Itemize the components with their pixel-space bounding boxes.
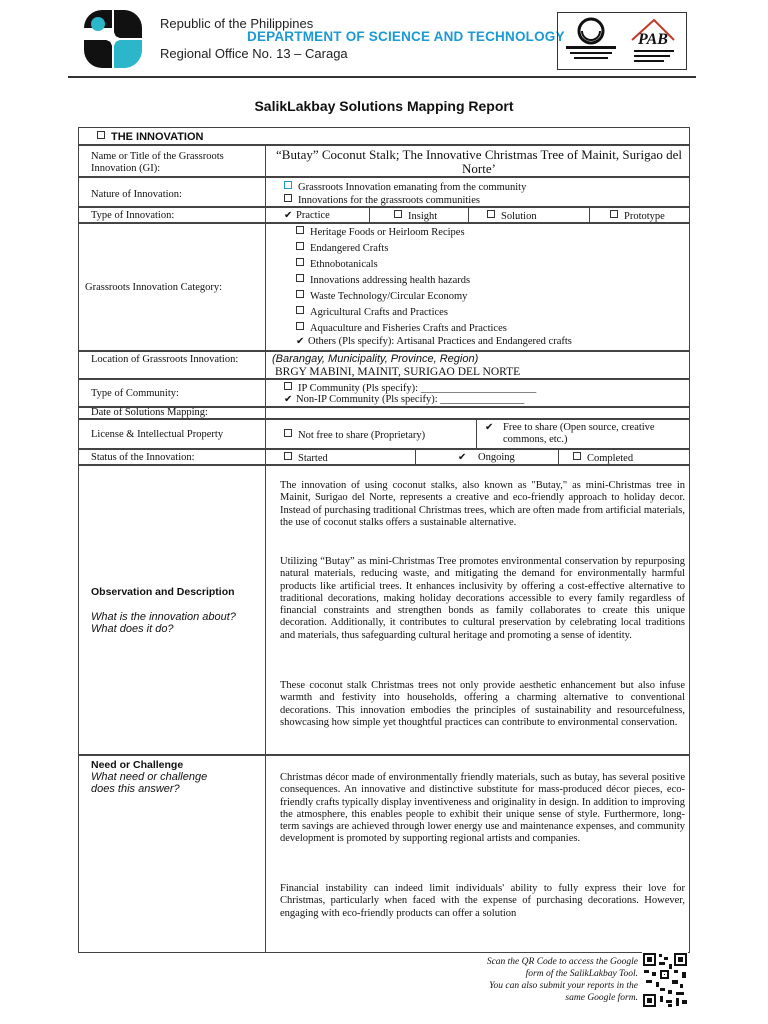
status-label: Status of the Innovation: — [91, 452, 195, 463]
location-label: Location of Grassroots Innovation: — [91, 354, 239, 365]
type-option-label: Insight — [408, 211, 438, 222]
category-option[interactable] — [296, 274, 470, 287]
checkbox-icon — [610, 210, 618, 218]
checkbox-icon — [394, 210, 402, 218]
category-option-label: Innovations addressing health hazards — [310, 275, 471, 286]
community-label: Type of Community: — [91, 388, 179, 399]
need-question: What need or challenge does this answer? — [91, 771, 208, 795]
checkbox-icon — [284, 429, 292, 437]
nature-option-label: Innovations for the grassroots communities — [298, 195, 480, 206]
category-label: Grassroots Innovation Category: — [85, 282, 223, 293]
checkbox-icon — [284, 382, 292, 390]
type-label-cell — [78, 207, 266, 223]
innovation-title: “Butay” Coconut Stalk; The Innovative Christmas Tree of Mainit, Surigao del Norte’ — [276, 147, 682, 176]
report-title: SalikLakbay Solutions Mapping Report — [254, 98, 514, 114]
checkbox-icon — [296, 290, 304, 298]
status-started[interactable] — [265, 449, 416, 465]
status-ongoing[interactable] — [415, 449, 559, 465]
nature-option-grassroots[interactable] — [284, 181, 526, 194]
section-header — [78, 127, 690, 145]
nature-option-label: Grassroots Innovation emanating from the community — [298, 182, 527, 193]
footer-line: Scan the QR Code to access the Google — [486, 957, 638, 967]
name-label: Name or Title of the Grassroots Innovation (GI): — [91, 151, 224, 174]
innovation-form — [78, 127, 690, 953]
observation-label-cell — [78, 465, 266, 755]
location-value: BRGY MABINI, MAINIT, SURIGAO DEL NORTE — [275, 366, 521, 378]
category-option[interactable] — [296, 322, 507, 335]
observation-text-cell[interactable] — [265, 465, 690, 755]
checkmark-icon: ✔ — [284, 210, 293, 221]
checkbox-icon — [284, 452, 292, 460]
svg-text:PAB: PAB — [638, 31, 668, 48]
section-label: THE INNOVATION — [111, 131, 204, 143]
qr-footer-note — [438, 956, 638, 1004]
observation-paragraph: These coconut stalk Christmas trees not only provide aesthetic enhancement but also infuse warmth and festivity into households, offering a charming alternative to conventional decorations. This innovation embodies the principles of sustainability and resourcefulness, showcasing how simple yet thoughtful practices can contribute to environmental conservation. — [280, 680, 685, 728]
checkbox-icon — [97, 131, 105, 139]
footer-line: form of the SalikLakbay Tool. — [525, 969, 638, 979]
type-solution[interactable] — [468, 207, 590, 223]
location-hint: (Barangay, Municipality, Province, Region) — [272, 353, 479, 365]
license-option-label: Free to share (Open source, creative commons, etc.) — [503, 422, 655, 445]
category-option-label: Others (Pls specify): Artisanal Practices and Endangered crafts — [308, 336, 572, 347]
checkbox-icon — [487, 210, 495, 218]
category-option-others[interactable] — [296, 336, 572, 348]
checkbox-icon — [296, 322, 304, 330]
checkbox-icon — [573, 452, 581, 460]
category-option-label: Ethnobotanicals — [310, 259, 378, 270]
community-option-non-ip[interactable] — [284, 394, 524, 406]
observation-question: What is the innovation about? What does it do? — [91, 611, 236, 635]
pab-accreditation-icon — [624, 16, 682, 64]
license-label: License & Intellectual Property — [91, 429, 224, 440]
nature-label: Nature of Innovation: — [91, 189, 182, 200]
status-completed[interactable] — [558, 449, 690, 465]
need-paragraph: Christmas décor made of environmentally friendly materials, such as butay, has several positive consequences. An innovative and distinctive substitute for mass-produced décor pieces, eco-friendly crafts typically display inventiveness and originality in design. In addition to improving the atmosphere, this enables people to exhibit their unique sense of style. Furthermore, long-term savings are achieved through lower energy use and maintenance expenses, and community development is promoted by supporting regional artists and companies. — [280, 772, 685, 845]
type-insight[interactable] — [369, 207, 469, 223]
republic-text: Republic of the Philippines — [160, 16, 314, 31]
checkmark-icon: ✔ — [284, 394, 293, 405]
need-label-cell — [78, 755, 266, 953]
regional-office-text: Regional Office No. 13 – Caraga — [160, 46, 348, 61]
need-text-cell[interactable] — [265, 755, 690, 953]
checkbox-icon — [284, 194, 292, 202]
name-label-cell — [78, 145, 266, 177]
category-option[interactable] — [296, 290, 467, 303]
category-option[interactable] — [296, 242, 388, 255]
category-option-label: Aquaculture and Fisheries Crafts and Practices — [310, 323, 507, 334]
license-option-label: Not free to share (Proprietary) — [298, 430, 426, 441]
checkbox-icon — [284, 181, 292, 189]
checkbox-icon — [296, 226, 304, 234]
type-option-label: Prototype — [624, 211, 665, 222]
nature-option-for-communities[interactable] — [284, 194, 480, 207]
category-option[interactable] — [296, 226, 465, 239]
type-option-label: Solution — [501, 211, 537, 222]
observation-paragraph: The innovation of using coconut stalks, also known as "Butay," as mini-Christmas tree in Mainit, Surigao del Norte, represents a creative and eco-friendly approach to holiday decor. Instead of purchasing traditional Christmas trees, which are often made from artificial materials, the use of coconut stalks offers a sustainable alternative. — [280, 480, 685, 528]
checkmark-icon: ✔ — [485, 422, 494, 433]
checkmark-icon: ✔ — [458, 452, 467, 463]
checkbox-icon — [296, 242, 304, 250]
community-options-cell — [265, 379, 690, 407]
need-paragraph: Financial instability can indeed limit individuals' ability to fully express their love for Christmas, particularly when faced with the expense of purchasing decorations. However, engaging with eco-friendly products can offer a solution — [280, 883, 685, 919]
department-title: DEPARTMENT OF SCIENCE AND TECHNOLOGY — [247, 29, 565, 44]
type-practice[interactable] — [265, 207, 370, 223]
category-option-label: Heritage Foods or Heirloom Recipes — [310, 227, 465, 238]
category-option-label: Waste Technology/Circular Economy — [310, 291, 468, 302]
category-options-cell — [265, 223, 690, 351]
observation-paragraph: Utilizing “Butay” as mini-Christmas Tree promotes environmental conservation by repurposing natural materials, reducing waste, and mitigating the demand for environmentally harmful products like artificial trees. It enhances inclusivity by offering a cost-effective alternative to traditional decorations, making holiday decorations accessible to every family regardless of financial constraints and strengthen bonds as family collaborates to create this unique decoration. Additionally, it contributes to cultural preservation by celebrating local traditions and materials, thus safeguarding cultural heritage and promoting a sense of identity. — [280, 556, 685, 641]
type-prototype[interactable] — [589, 207, 690, 223]
page-header — [0, 0, 768, 80]
checkmark-icon: ✔ — [296, 336, 305, 347]
footer-line: same Google form. — [565, 993, 638, 1003]
category-option[interactable] — [296, 258, 378, 271]
community-label-cell — [78, 379, 266, 407]
status-option-label: Started — [298, 453, 328, 464]
status-option-label: Completed — [587, 453, 634, 464]
location-label-cell — [78, 351, 266, 379]
date-label-cell — [78, 407, 266, 419]
certification-badges — [557, 12, 687, 70]
location-value-cell[interactable] — [265, 351, 690, 379]
community-option-label: IP Community (Pls specify): ______________________ — [298, 383, 537, 394]
checkbox-icon — [296, 258, 304, 266]
license-not-free[interactable] — [265, 419, 477, 449]
header-divider — [68, 76, 696, 78]
license-label-cell — [78, 419, 266, 449]
footer-line: You can also submit your reports in the — [489, 981, 638, 991]
nature-options-cell — [265, 177, 690, 207]
category-option-label: Agricultural Crafts and Practices — [310, 307, 448, 318]
type-option-label: Practice — [296, 210, 330, 221]
nature-label-cell — [78, 177, 266, 207]
date-value-cell[interactable] — [265, 407, 690, 419]
need-label: Need or Challenge — [91, 759, 184, 771]
checkbox-icon — [296, 306, 304, 314]
category-option-label: Endangered Crafts — [310, 243, 389, 254]
type-label: Type of Innovation: — [91, 210, 175, 221]
iso-certification-icon — [562, 16, 620, 64]
checkbox-icon — [296, 274, 304, 282]
name-value-cell[interactable] — [265, 145, 690, 177]
license-free[interactable] — [476, 419, 690, 449]
qr-code-icon[interactable] — [642, 952, 688, 1008]
category-label-cell — [78, 223, 266, 351]
category-option[interactable] — [296, 306, 448, 319]
observation-label: Observation and Description — [91, 586, 235, 598]
status-option-label: Ongoing — [478, 452, 515, 463]
community-option-label: Non-IP Community (Pls specify): ________________ — [296, 394, 525, 405]
dost-logo-icon — [82, 8, 144, 70]
date-label: Date of Solutions Mapping: — [91, 407, 208, 418]
status-label-cell — [78, 449, 266, 465]
